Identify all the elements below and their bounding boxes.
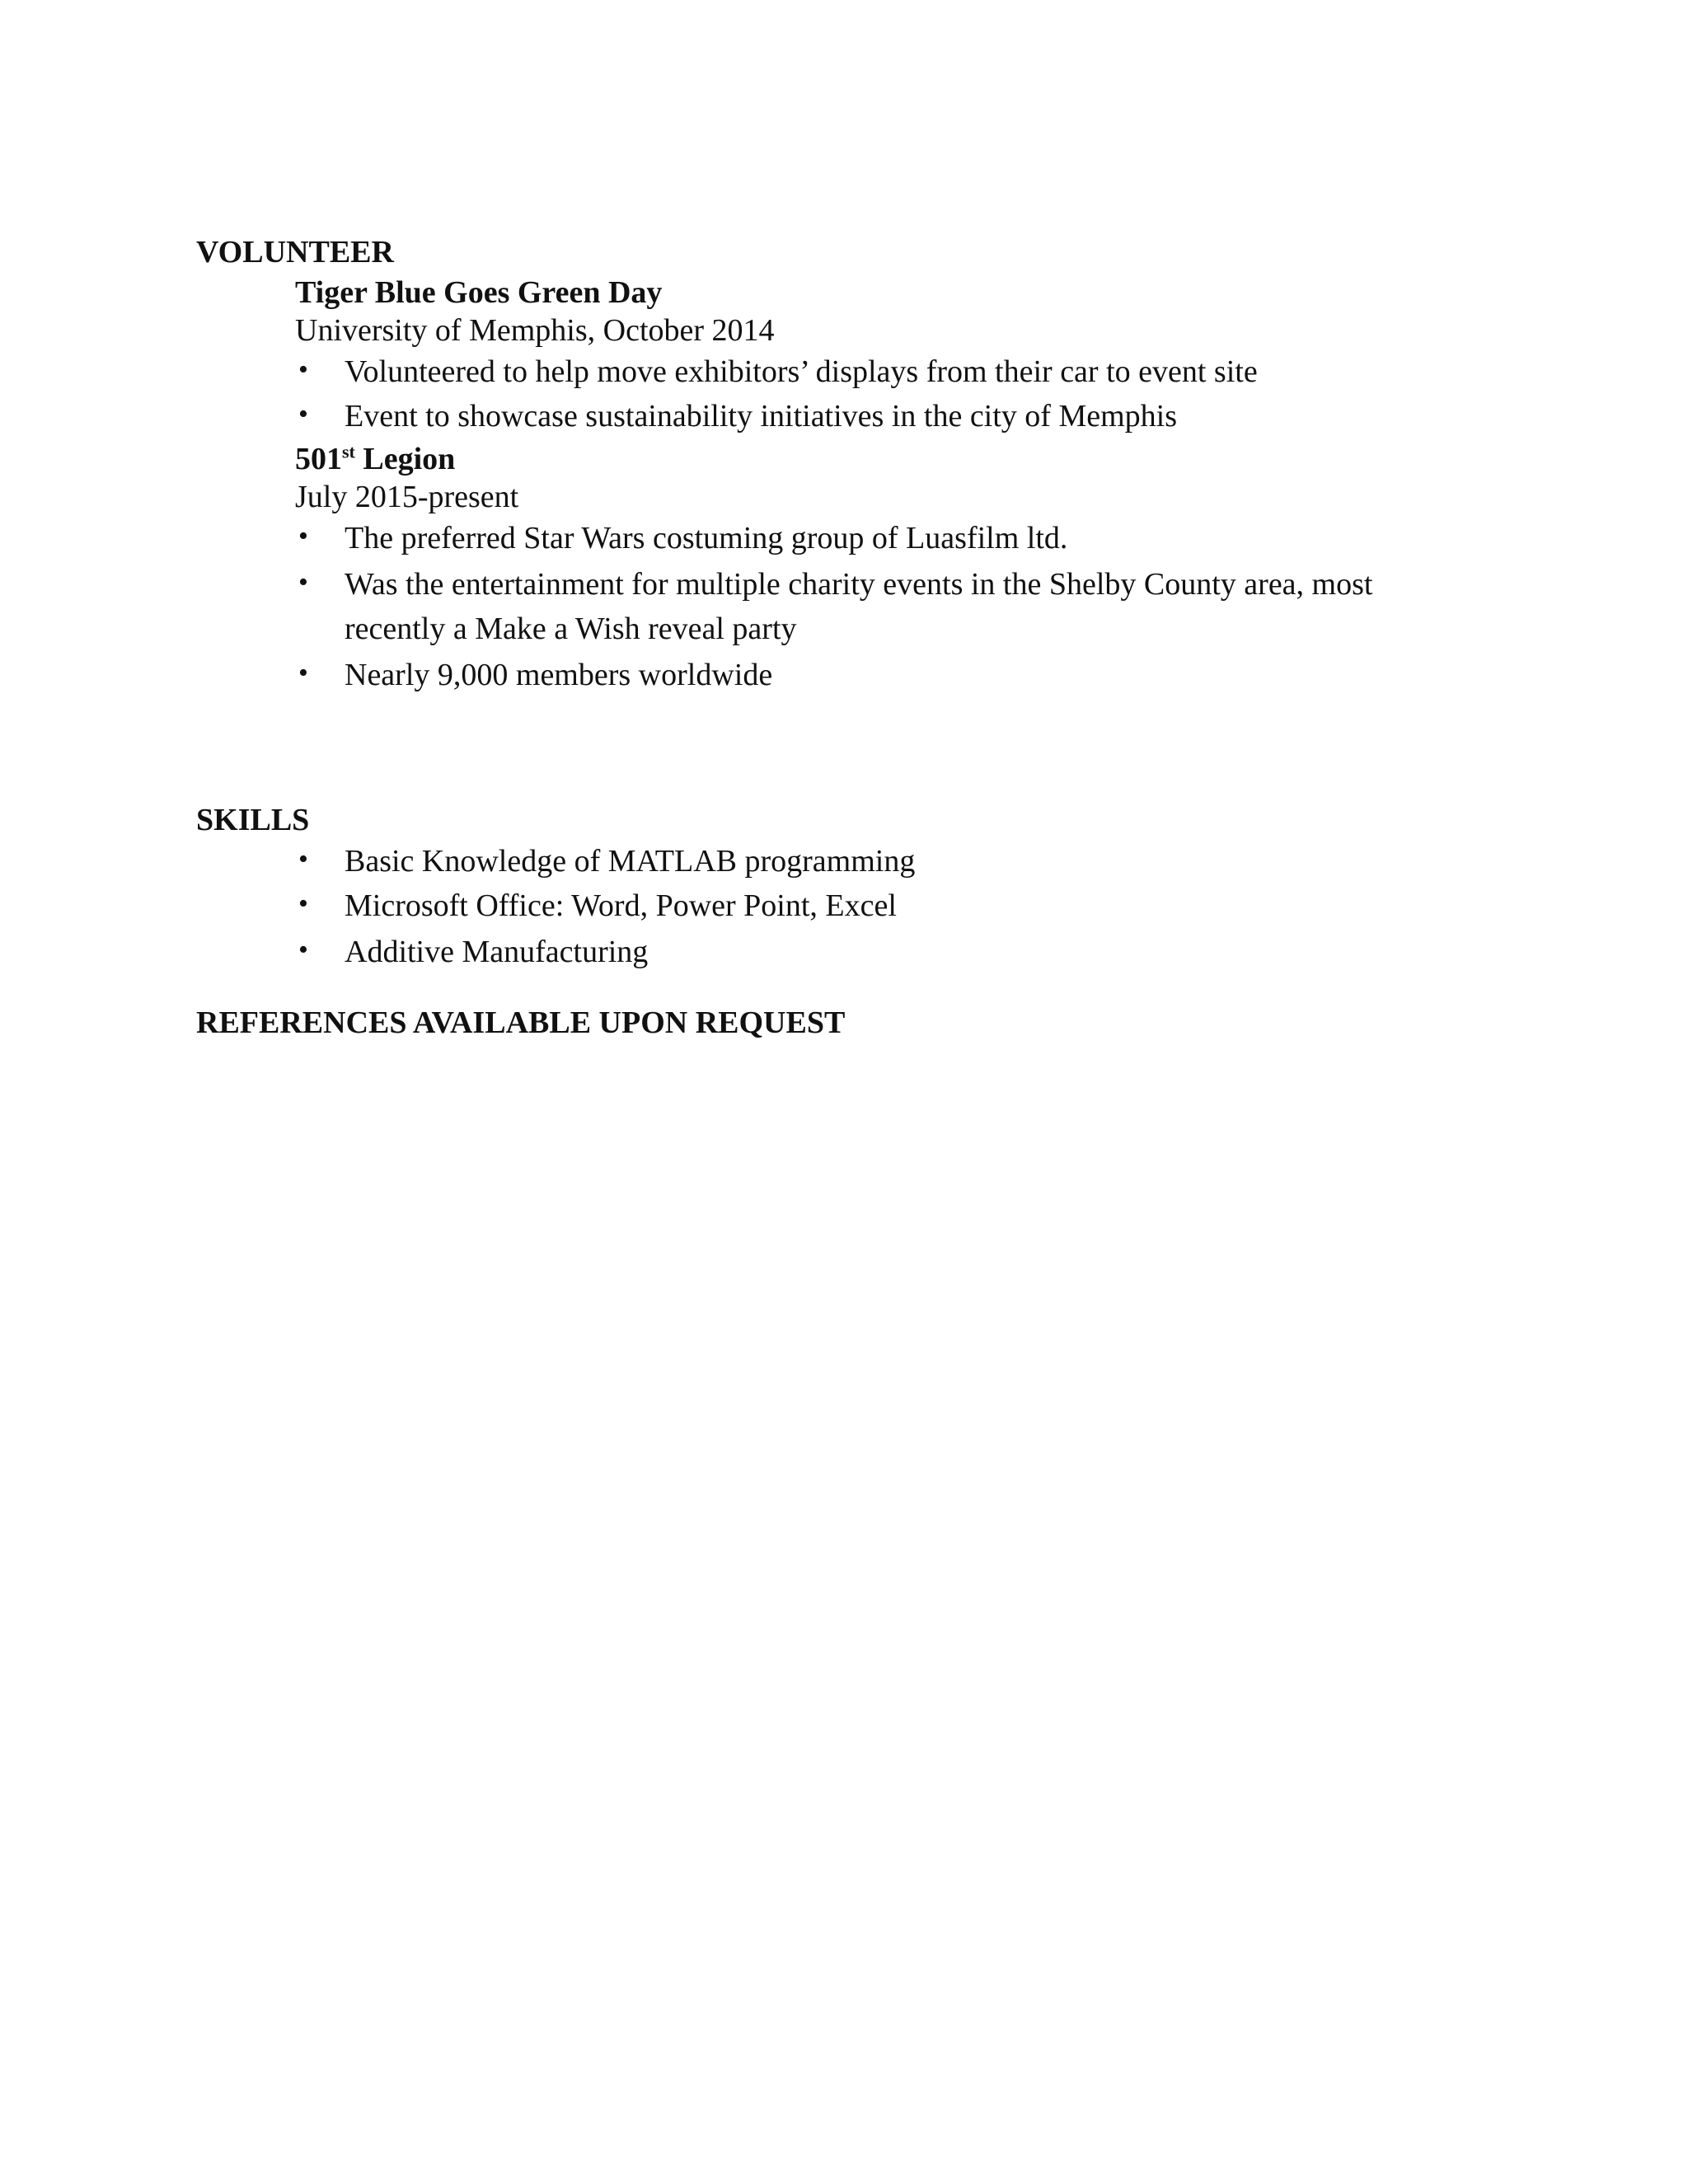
bullet-icon: • <box>298 521 308 551</box>
entry-title-tiger-blue: Tiger Blue Goes Green Day <box>295 275 663 310</box>
bullet-icon: • <box>298 354 308 385</box>
bullet-icon: • <box>298 567 308 598</box>
bullet-icon: • <box>298 935 308 965</box>
skill-item: Additive Manufacturing <box>345 935 649 969</box>
bullet-text-continuation: recently a Make a Wish reveal party <box>345 612 797 646</box>
skill-item: Basic Knowledge of MATLAB programming <box>345 844 916 879</box>
skills-heading: SKILLS <box>196 803 310 837</box>
entry-subtitle-501st-legion: July 2015-present <box>295 480 519 514</box>
bullet-icon: • <box>298 399 308 429</box>
bullet-text: Nearly 9,000 members worldwide <box>345 658 773 692</box>
entry-subtitle-tiger-blue: University of Memphis, October 2014 <box>295 313 775 348</box>
skill-item: Microsoft Office: Word, Power Point, Excel <box>345 888 897 923</box>
entry-title-501st-legion <box>295 443 455 475</box>
bullet-text: Was the entertainment for multiple charity events in the Shelby County area, most <box>345 567 1373 602</box>
bullet-icon: • <box>298 888 308 919</box>
entry-title-number: 501 <box>295 442 342 476</box>
references-line: REFERENCES AVAILABLE UPON REQUEST <box>196 1005 846 1040</box>
bullet-icon: • <box>298 844 308 874</box>
bullet-text: Volunteered to help move exhibitors’ displays from their car to event site <box>345 354 1258 389</box>
bullet-text: Event to showcase sustainability initiatives in the city of Memphis <box>345 399 1178 434</box>
entry-title-rest: Legion <box>354 442 456 476</box>
bullet-text: The preferred Star Wars costuming group of Luasfilm ltd. <box>345 521 1068 555</box>
bullet-icon: • <box>298 658 308 688</box>
entry-title-superscript: st <box>342 441 355 462</box>
volunteer-heading: VOLUNTEER <box>196 235 394 269</box>
